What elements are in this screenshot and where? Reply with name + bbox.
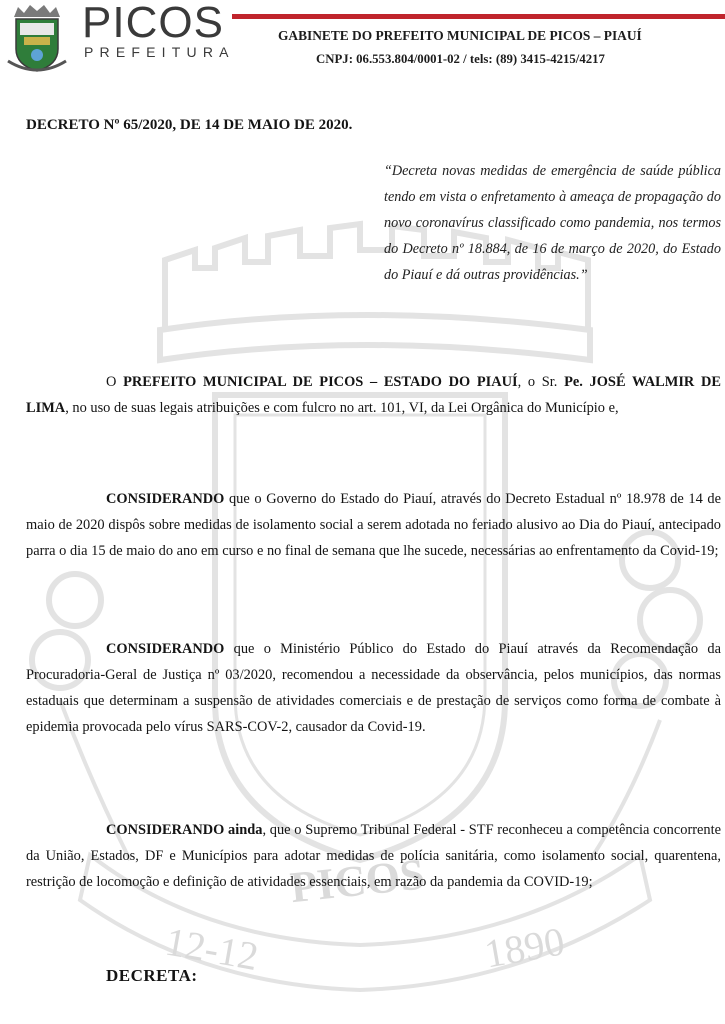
decreta-heading: DECRETA: bbox=[106, 966, 198, 985]
header-divider bbox=[232, 14, 725, 19]
preamble-lead: O bbox=[106, 374, 124, 390]
preamble-paragraph bbox=[26, 369, 721, 421]
considerando-text: que o Ministério Público do Estado do Piauí através da Recomendação da Procuradoria-Geral de Justiça nº 03/2020, recomendou a necessidade da observância, pelos municípios, das normas estaduais que determinam a suspensão de atividades comerciais e de prestação de serviços como forma de combate à epidemia provocada pelo vírus SARS-COV-2, causador da Covid-19. bbox=[26, 641, 721, 735]
considerando-keyword: CONSIDERANDO bbox=[106, 491, 225, 507]
considerando-keyword: CONSIDERANDO ainda bbox=[106, 822, 263, 838]
considerando-paragraph bbox=[26, 817, 721, 895]
logo-subtitle: PREFEITURA bbox=[84, 44, 235, 60]
preamble-mayor-name: Pe. JOSÉ WALMIR DE LIMA bbox=[26, 374, 721, 416]
decree-title: DECRETO Nº 65/2020, DE 14 DE MAIO DE 2020. bbox=[26, 117, 353, 133]
preamble-authority: PREFEITO MUNICIPAL DE PICOS – ESTADO DO PIAUÍ bbox=[123, 374, 518, 390]
city-crest-icon bbox=[6, 3, 68, 75]
considerando-paragraph bbox=[26, 636, 721, 740]
contact-line: CNPJ: 06.553.804/0001-02 / tels: (89) 3415-4215/4217 bbox=[316, 52, 605, 66]
logo-wordmark: PICOS bbox=[82, 0, 224, 47]
preamble-text-b: , no uso de suas legais atribuições e com fulcro no art. 101, VI, da Lei Orgânica do Município e, bbox=[65, 400, 619, 416]
watermark-year: 1890 bbox=[481, 918, 568, 977]
preamble-text-a: , o Sr. bbox=[517, 374, 565, 390]
considerando-text: que o Governo do Estado do Piauí, através do Decreto Estadual nº 18.978 de 14 de maio de 2020 dispôs sobre medidas de isolamento social a serem adotada no feriado alusivo ao Dia do Piauí, antecipado parra o dia 15 de maio do ano em curso e no final de semana que lhe sucede, necessárias ao enfrentamento da Covid-19; bbox=[26, 491, 721, 559]
considerando-keyword: CONSIDERANDO bbox=[106, 641, 225, 657]
office-title: GABINETE DO PREFEITO MUNICIPAL DE PICOS – PIAUÍ bbox=[278, 28, 642, 43]
considerando-text: , que o Supremo Tribunal Federal - STF reconheceu a competência concorrente da União, Estados, DF e Municípios para adotar medidas de polícia sanitária, como isolamento social, quarentena, restrição de locomoção e definição de atividades essenciais, em razão da pandemia da COVID-19; bbox=[26, 822, 721, 890]
watermark-city: PICOS bbox=[287, 849, 427, 913]
considerando-paragraph bbox=[26, 486, 721, 564]
watermark-date: 12-12 bbox=[162, 918, 262, 980]
ementa-summary: “Decreta novas medidas de emergência de saúde pública tendo em vista o enfretamento à ameaça de propagação do novo coronavírus classificado como pandemia, nos termos do Decreto nº 18.884, de 16 de março de 2020, do Estado do Piauí e dá outras providências.” bbox=[384, 163, 721, 283]
